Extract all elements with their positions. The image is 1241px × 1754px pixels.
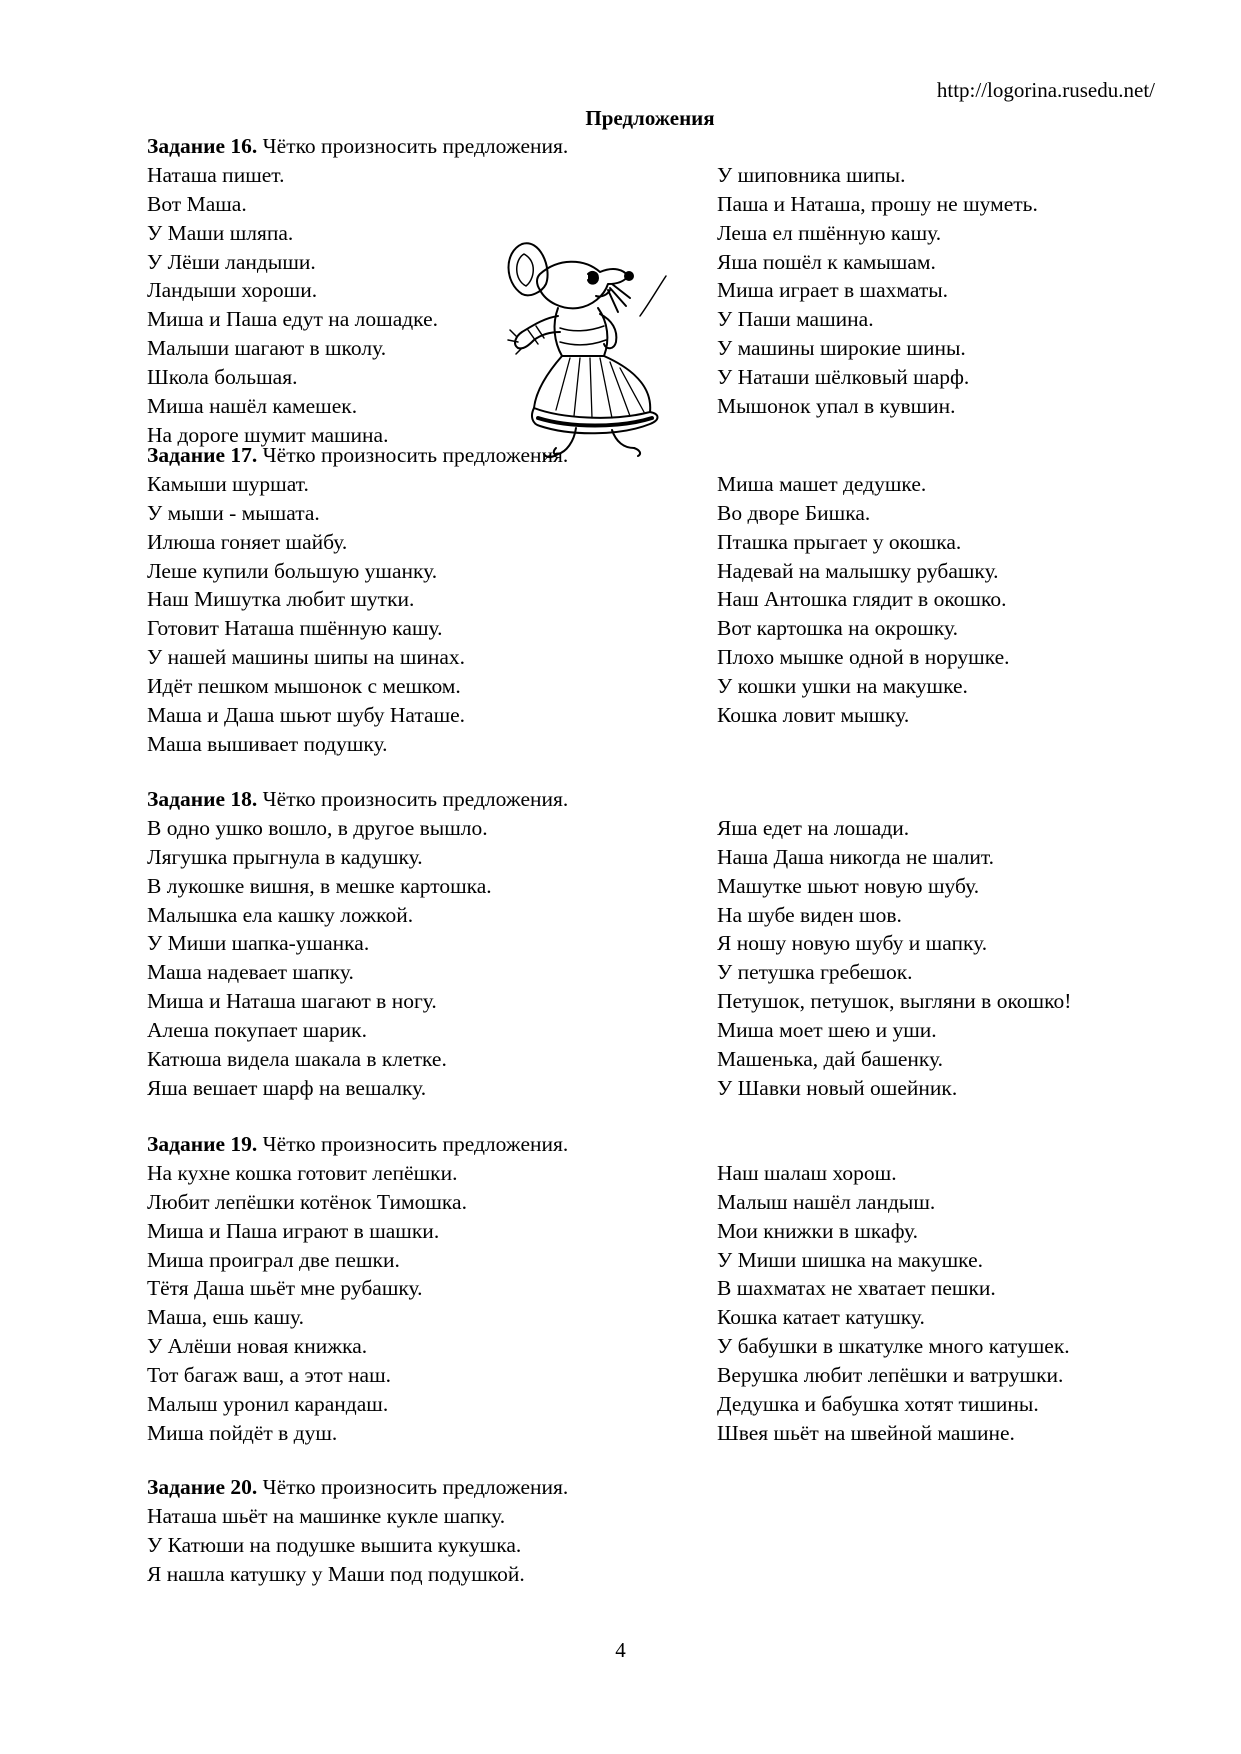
task-header xyxy=(147,441,1157,470)
sentence: У нашей машины шипы на шинах. xyxy=(147,645,466,670)
sentence: У Маши шляпа. xyxy=(147,220,294,245)
task-label: Задание 16. xyxy=(147,134,258,158)
sentence: Миша и Паша едут на лошадке. xyxy=(147,307,439,332)
sentence: Малыш уронил карандаш. xyxy=(147,1392,389,1417)
sentence: Миша нашёл камешек. xyxy=(147,394,358,419)
page-number: 4 xyxy=(615,1638,626,1662)
sentence: Во дворе Бишка. xyxy=(717,500,871,525)
sentence: Петушок, петушок, выгляни в окошко! xyxy=(717,989,1072,1014)
sentence: Кошка ловит мышку. xyxy=(717,703,910,728)
sentence: В одно ушко вошло, в другое вышло. xyxy=(147,815,488,840)
left-column xyxy=(147,814,717,1103)
sentence: Машутке шьют новую шубу. xyxy=(717,873,980,898)
sentence: Тётя Даша шьёт мне рубашку. xyxy=(147,1276,423,1301)
task-instruction: Чётко произносить предложения. xyxy=(262,1132,569,1156)
sentence: Камыши шуршат. xyxy=(147,471,309,496)
sentence: Яша пошёл к камышам. xyxy=(717,249,936,274)
task-instruction: Чётко произносить предложения. xyxy=(262,443,569,467)
sentence: У Шавки новый ошейник. xyxy=(717,1075,958,1100)
task-19 xyxy=(147,1130,1157,1448)
task-20 xyxy=(147,1473,1157,1589)
mouse-in-dress-icon xyxy=(500,232,720,462)
task-instruction: Чётко произносить предложения. xyxy=(262,1475,569,1499)
sentence: Яша вешает шарф на вешалку. xyxy=(147,1075,427,1100)
sentence: На кухне кошка готовит лепёшки. xyxy=(147,1160,458,1185)
right-column xyxy=(717,814,1157,1103)
sentence: Миша машет дедушке. xyxy=(717,471,927,496)
sentence: Малыши шагают в школу. xyxy=(147,336,387,361)
task-17 xyxy=(147,441,1157,759)
task-instruction: Чётко произносить предложения. xyxy=(262,134,569,158)
sentence: Идёт пешком мышонок с мешком. xyxy=(147,674,461,699)
sentence: Ландыши хороши. xyxy=(147,278,318,303)
sentence: У машины широкие шины. xyxy=(717,336,966,361)
sentence: Миша и Паша играют в шашки. xyxy=(147,1218,440,1243)
task-header xyxy=(147,132,1157,161)
sentence: Машенька, дай башенку. xyxy=(717,1047,944,1072)
source-url: http://logorina.rusedu.net/ xyxy=(936,78,1155,102)
sentence: У Паши машина. xyxy=(717,307,874,332)
sentence: Наш Антошка глядит в окошко. xyxy=(717,587,1007,612)
sentence: На шубе виден шов. xyxy=(717,902,902,927)
sentence: Паша и Наташа, прошу не шуметь. xyxy=(717,191,1038,216)
task-header xyxy=(147,785,1157,814)
sentence: У мыши - мышата. xyxy=(147,500,320,525)
sentence: Тот багаж ваш, а этот наш. xyxy=(147,1363,392,1388)
sentence: Кошка катает катушку. xyxy=(717,1305,925,1330)
sentence: Миша проиграл две пешки. xyxy=(147,1247,400,1272)
sentence: Наша Даша никогда не шалит. xyxy=(717,844,995,869)
task-label: Задание 18. xyxy=(147,787,258,811)
right-column xyxy=(717,1159,1157,1448)
sentence: Наташа пишет. xyxy=(147,162,285,187)
sentence: В лукошке вишня, в мешке картошка. xyxy=(147,873,492,898)
sentence: На дороге шумит машина. xyxy=(147,422,389,447)
page-title: Предложения xyxy=(585,106,715,130)
sentence: У Миши шишка на макушке. xyxy=(717,1247,984,1272)
sentence: У Миши шапка-ушанка. xyxy=(147,931,370,956)
sentence: Наташа шьёт на машинке кукле шапку. xyxy=(147,1503,506,1528)
sentence: Леше купили большую ушанку. xyxy=(147,558,438,583)
task-header xyxy=(147,1473,1157,1502)
sentence: Миша моет шею и уши. xyxy=(717,1018,937,1043)
sentence: Яша едет на лошади. xyxy=(717,815,910,840)
sentence: Верушка любит лепёшки и ватрушки. xyxy=(717,1363,1064,1388)
sentence: Я нашла катушку у Маши под подушкой. xyxy=(147,1561,525,1586)
sentence: Маша надевает шапку. xyxy=(147,960,354,985)
sentence: Миша играет в шахматы. xyxy=(717,278,949,303)
sentence: Малышка ела кашку ложкой. xyxy=(147,902,414,927)
sentence: Маша и Даша шьют шубу Наташе. xyxy=(147,703,466,728)
left-column xyxy=(147,1502,717,1589)
sentence: Илюша гоняет шайбу. xyxy=(147,529,348,554)
sentence: Надевай на малышку рубашку. xyxy=(717,558,999,583)
sentence: Наш шалаш хорош. xyxy=(717,1160,897,1185)
task-instruction: Чётко произносить предложения. xyxy=(262,787,569,811)
task-header xyxy=(147,1130,1157,1159)
sentence: Вот Маша. xyxy=(147,191,247,216)
sentence: В шахматах не хватает пешки. xyxy=(717,1276,996,1301)
sentence: У петушка гребешок. xyxy=(717,960,913,985)
sentence: У Катюши на подушке вышита кукушка. xyxy=(147,1532,522,1557)
sentence: Наш Мишутка любит шутки. xyxy=(147,587,415,612)
sentence: Мышонок упал в кувшин. xyxy=(717,394,956,419)
sentence: Любит лепёшки котёнок Тимошка. xyxy=(147,1189,467,1214)
sentence: Швея шьёт на швейной машине. xyxy=(717,1420,1015,1445)
sentence: У Алёши новая книжка. xyxy=(147,1334,368,1359)
sentence: Маша, ешь кашу. xyxy=(147,1305,304,1330)
left-column xyxy=(147,470,717,759)
left-column xyxy=(147,1159,717,1448)
task-label: Задание 17. xyxy=(147,443,258,467)
sentence: Малыш нашёл ландыш. xyxy=(717,1189,936,1214)
task-label: Задание 19. xyxy=(147,1132,258,1156)
sentence: Алеша покупает шарик. xyxy=(147,1018,367,1043)
sentence: Дедушка и бабушка хотят тишины. xyxy=(717,1392,1039,1417)
sentence: Плохо мышке одной в норушке. xyxy=(717,645,1010,670)
right-column xyxy=(717,161,1157,450)
sentence: Готовит Наташа пшённую кашу. xyxy=(147,616,443,641)
sentence: Катюша видела шакала в клетке. xyxy=(147,1047,447,1072)
sentence: У кошки ушки на макушке. xyxy=(717,674,968,699)
sentence: Школа большая. xyxy=(147,365,298,390)
sentence: У Наташи шёлковый шарф. xyxy=(717,365,970,390)
sentence: Миша пойдёт в душ. xyxy=(147,1420,338,1445)
task-18 xyxy=(147,785,1157,1103)
sentence: Миша и Наташа шагают в ногу. xyxy=(147,989,437,1014)
sentence: Вот картошка на окрошку. xyxy=(717,616,958,641)
sentence: У бабушки в шкатулке много катушек. xyxy=(717,1334,1070,1359)
sentence: Мои книжки в шкафу. xyxy=(717,1218,918,1243)
sentence: Я ношу новую шубу и шапку. xyxy=(717,931,988,956)
sentence: Маша вышивает подушку. xyxy=(147,731,388,756)
task-label: Задание 20. xyxy=(147,1475,258,1499)
sentence: У Лёши ландыши. xyxy=(147,249,316,274)
sentence: У шиповника шипы. xyxy=(717,162,906,187)
sentence: Леша ел пшённую кашу. xyxy=(717,220,942,245)
right-column xyxy=(717,470,1157,759)
sentence: Лягушка прыгнула в кадушку. xyxy=(147,844,423,869)
sentence: Пташка прыгает у окошка. xyxy=(717,529,962,554)
